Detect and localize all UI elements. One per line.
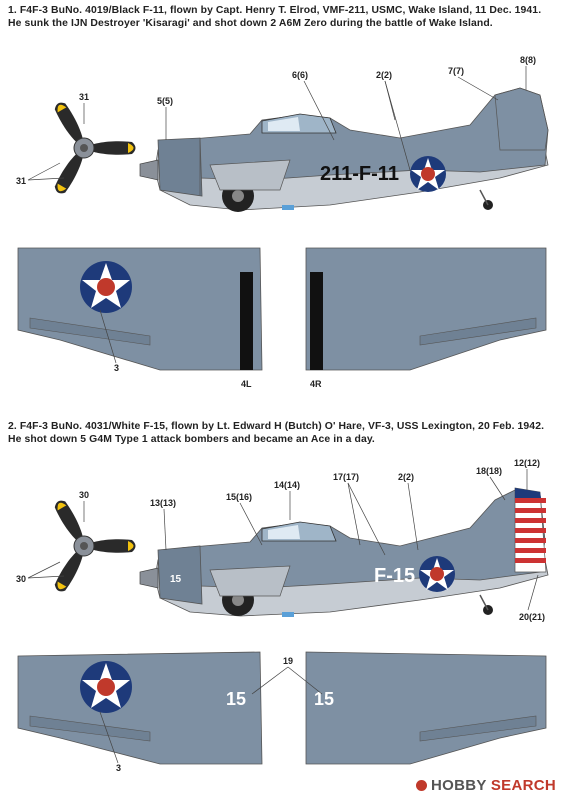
callout-14: 14(14) xyxy=(274,480,301,490)
profile1-caption-line2: He sunk the IJN Destroyer 'Kisaragi' and shot down 2 A6M Zero during the battle of Wake Island. xyxy=(8,18,493,29)
profile2-caption-line2: He shot down 5 G4M Type 1 attack bombers and became an Ace in a day. xyxy=(8,434,375,445)
callout-2: 2(2) xyxy=(376,70,393,80)
callout-2-profile2: 2(2) xyxy=(398,472,415,482)
callout-3-1: 3 xyxy=(114,363,120,373)
profile2-caption-line1: 2. F4F-3 BuNo. 4031/White F-15, flown by Lt. Edward H (Butch) O' Hare, VF-3, USS Lexington, 20 Feb. 1942. xyxy=(8,421,545,432)
profile2-fuselage-code: F-15 xyxy=(374,565,416,587)
watermark-brand: HOBBY xyxy=(430,777,487,794)
callout-20: 20(21) xyxy=(519,612,546,622)
wing-right-1 xyxy=(306,248,546,370)
profile1-fuselage-code: 211-F-11 xyxy=(320,163,399,185)
callout-4r: 4R xyxy=(310,379,322,389)
callout-3-2: 3 xyxy=(116,763,122,773)
callout-31-top: 31 xyxy=(78,92,90,102)
callout-15: 15(16) xyxy=(226,492,253,502)
wing-right-2 xyxy=(306,652,546,764)
callout-6: 6(6) xyxy=(292,70,309,80)
callout-17: 17(17) xyxy=(333,472,360,482)
callout-31-side: 31 xyxy=(16,176,27,186)
callout-30-side: 30 xyxy=(16,574,27,584)
propeller-1 xyxy=(52,100,135,196)
aircraft-profile-1 xyxy=(140,88,548,212)
profile2-wing-number-left: 15 xyxy=(226,689,247,709)
hobby-search-logo-icon xyxy=(416,780,427,791)
wing-left-2 xyxy=(18,652,262,764)
profile1-caption-line1: 1. F4F-3 BuNo. 4019/Black F-11, flown by Capt. Henry T. Elrod, VMF-211, USMC, Wake Island, 11 Dec. 1941. xyxy=(8,5,542,16)
profile2-cowl-number: 15 xyxy=(170,574,182,585)
callout-12: 12(12) xyxy=(514,458,541,468)
hobby-search-watermark xyxy=(416,777,556,794)
profile2-wing-number-right: 15 xyxy=(314,689,335,709)
callout-13: 13(13) xyxy=(150,498,177,508)
callout-7: 7(7) xyxy=(448,66,465,76)
wing-left-1 xyxy=(18,248,262,370)
callout-8: 8(8) xyxy=(520,55,537,65)
callout-30-top: 30 xyxy=(78,490,90,500)
propeller-2 xyxy=(52,498,135,594)
watermark-search: SEARCH xyxy=(490,777,556,794)
callout-5: 5(5) xyxy=(157,96,174,106)
callout-19: 19 xyxy=(283,656,294,666)
callout-4l: 4L xyxy=(241,379,252,389)
aircraft-profile-2 xyxy=(140,488,548,617)
callout-18: 18(18) xyxy=(476,466,503,476)
